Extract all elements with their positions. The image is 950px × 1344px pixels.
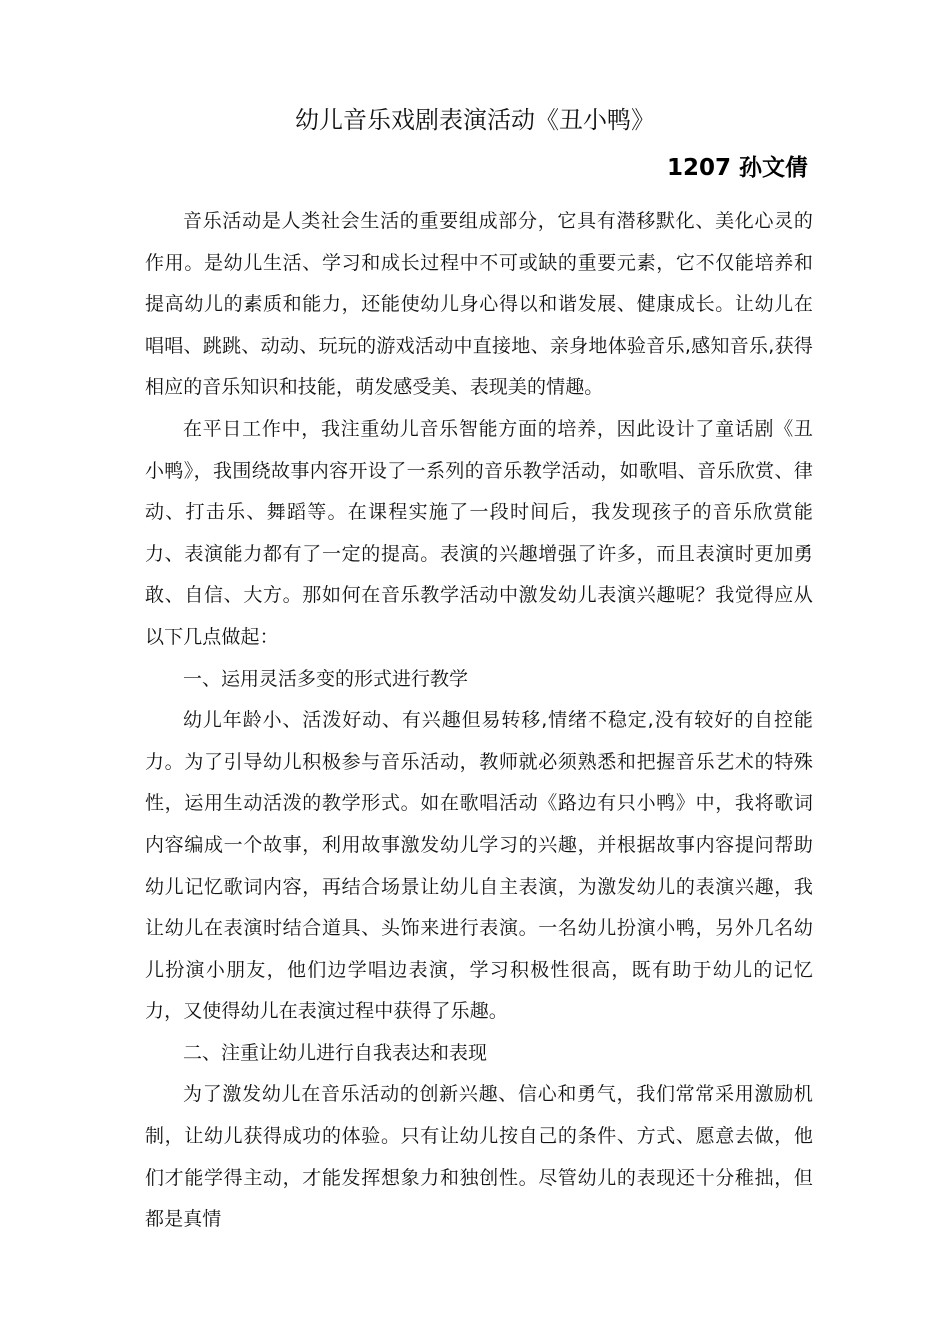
paragraph-section-2: 为了激发幼儿在音乐活动的创新兴趣、信心和勇气，我们常常采用激励机制，让幼儿获得成功的体验。只有让幼儿按自己的条件、方式、愿意去做，他们才能学得主动，才能发挥想象力和独创性。尽管幼儿的表现还十分稚拙，但都是真情 bbox=[145, 1083, 813, 1231]
section-heading-2: 二、注重让幼儿进行自我表达和表现 bbox=[183, 1041, 488, 1064]
document-author: 1207 孙文倩 bbox=[666, 155, 808, 181]
paragraph-intro: 音乐活动是人类社会生活的重要组成部分，它具有潜移默化、美化心灵的作用。是幼儿生活、学习和成长过程中不可或缺的重要元素，它不仅能培养和提高幼儿的素质和能力，还能使幼儿身心得以和谐发展、健康成长。让幼儿在唱唱、跳跳、动动、玩玩的游戏活动中直接地、亲身地体验音乐,感知音乐,获得相应的音乐知识和技能，萌发感受美、表现美的情趣。 bbox=[145, 210, 813, 399]
paragraph-work: 在平日工作中，我注重幼儿音乐智能方面的培养，因此设计了童话剧《丑小鸭》，我围绕故事内容开设了一系列的音乐教学活动，如歌唱、音乐欣赏、律动、打击乐、舞蹈等。在课程实施了一段时间后，我发现孩子的音乐欣赏能力、表演能力都有了一定的提高。表演的兴趣增强了许多，而且表演时更加勇敢、自信、大方。那如何在音乐教学活动中激发幼儿表演兴趣呢？我觉得应从以下几点做起： bbox=[145, 417, 813, 648]
document-title: 幼儿音乐戏剧表演活动《丑小鸭》 bbox=[295, 106, 655, 134]
section-heading-1: 一、运用灵活多变的形式进行教学 bbox=[183, 667, 469, 690]
paragraph-section-1: 幼儿年龄小、活泼好动、有兴趣但易转移,情绪不稳定,没有较好的自控能力。为了引导幼儿积极参与音乐活动，教师就必须熟悉和把握音乐艺术的特殊性，运用生动活泼的教学形式。如在歌唱活动《路边有只小鸭》中，我将歌词内容编成一个故事，利用故事激发幼儿学习的兴趣，并根据故事内容提问帮助幼儿记忆歌词内容，再结合场景让幼儿自主表演，为激发幼儿的表演兴趣，我让幼儿在表演时结合道具、头饰来进行表演。一名幼儿扮演小鸭，另外几名幼儿扮演小朋友，他们边学唱边表演，学习积极性很高，既有助于幼儿的记忆力，又使得幼儿在表演过程中获得了乐趣。 bbox=[145, 709, 813, 1023]
document-body bbox=[145, 201, 813, 1241]
